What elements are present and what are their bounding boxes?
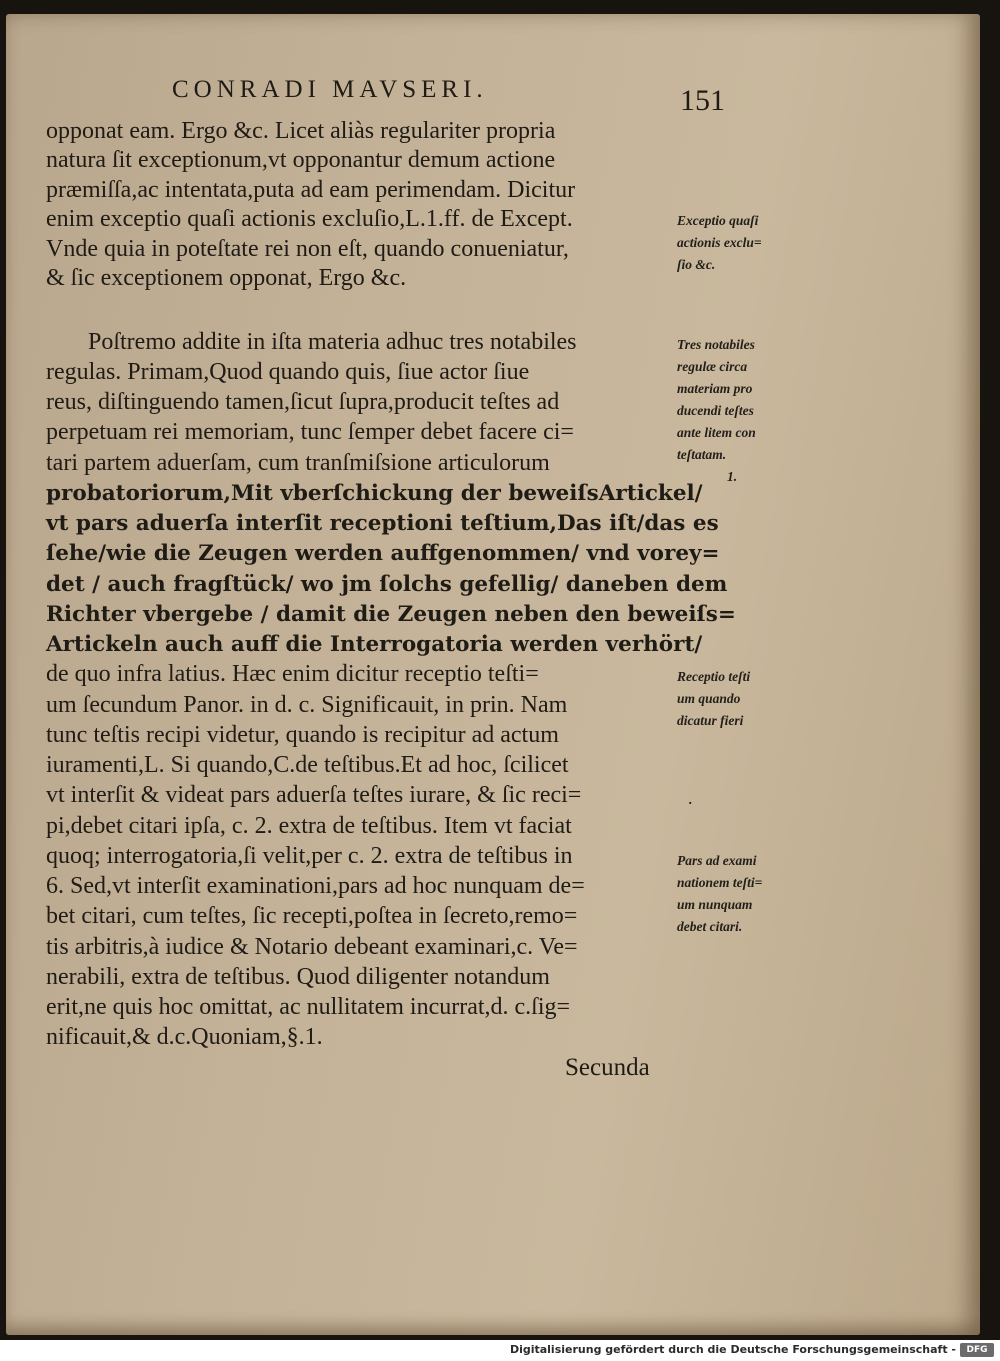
text-line: tis arbitris,à iudice & Notario debeant examinari,c. Ve= bbox=[46, 934, 578, 960]
text-line: probatoriorum,Mit vberſchickung der beweiſsArtickel/ bbox=[46, 481, 703, 506]
footer-bar bbox=[0, 1340, 1000, 1361]
marginal-note-line: Receptio teſti bbox=[677, 669, 751, 684]
marginal-note-line: regulæ circa bbox=[677, 359, 748, 374]
text-line: enim exceptio quaſi actionis excluſio,L.1.ff. de Except. bbox=[46, 206, 573, 232]
text-line: Poſtremo addite in iſta materia adhuc tres notabiles bbox=[88, 329, 577, 355]
marginal-note-line: debet citari. bbox=[677, 919, 743, 934]
text-line: bet citari, cum teſtes, ſic recepti,poſtea in ſecreto,remo= bbox=[46, 903, 578, 929]
text-line: ſehe/wie die Zeugen werden auffgenommen/ vnd vorey= bbox=[46, 541, 720, 566]
marginal-note-line: Pars ad exami bbox=[677, 853, 757, 868]
dfg-logo: DFG bbox=[960, 1343, 994, 1357]
text-line: regulas. Primam,Quod quando quis, ſiue actor ſiue bbox=[46, 359, 530, 385]
text-line: nerabili, extra de teſtibus. Quod diligenter notandum bbox=[46, 964, 550, 990]
running-head-title: CONRADI MAVSERI. bbox=[172, 76, 488, 103]
marginal-note bbox=[677, 850, 827, 938]
text-line: tunc teſtis recipi videtur, quando is recipitur ad actum bbox=[46, 722, 559, 748]
page-number: 151 bbox=[680, 84, 725, 117]
text-line: perpetuam rei memoriam, tunc ſemper debet facere ci= bbox=[46, 419, 574, 445]
marginal-note-line: teſtatam. bbox=[677, 447, 727, 462]
marginal-note-line: Tres notabiles bbox=[677, 337, 755, 352]
text-line: quoq; interrogatoria,ſi velit,per c. 2. extra de teſtibus in bbox=[46, 843, 573, 869]
text-line: reus, diſtinguendo tamen,ſicut ſupra,producit teſtes ad bbox=[46, 389, 560, 415]
text-line: natura ſit exceptionum,vt opponantur demum actione bbox=[46, 147, 556, 173]
text-line: iuramenti,L. Si quando,C.de teſtibus.Et ad hoc, ſcilicet bbox=[46, 752, 569, 778]
text-line: 6. Sed,vt interſit examinationi,pars ad hoc nunquam de= bbox=[46, 873, 585, 899]
marginal-note-line: actionis exclu= bbox=[677, 235, 762, 250]
marginal-note-line: nationem teſti= bbox=[677, 875, 763, 890]
text-line: erit,ne quis hoc omittat, ac nullitatem incurrat,d. c.ſig= bbox=[46, 994, 571, 1020]
marginal-note-line: ſio &c. bbox=[677, 257, 716, 272]
marginal-note bbox=[677, 334, 827, 488]
text-line: præmiſſa,ac intentata,puta ad eam perimendam. Dicitur bbox=[46, 177, 576, 203]
text-line: pi,debet citari ipſa, c. 2. extra de teſtibus. Item vt faciat bbox=[46, 813, 572, 839]
text-line: tari partem aduerſam, cum tranſmiſsione articulorum bbox=[46, 450, 550, 476]
marginal-note bbox=[677, 210, 827, 276]
funding-credit: Digitalisierung gefördert durch die Deutsche Forschungsgemeinschaft - bbox=[509, 1343, 956, 1356]
text-line: Vnde quia in poteſtate rei non eſt, quando conueniatur, bbox=[46, 236, 569, 262]
marginal-note bbox=[677, 666, 827, 732]
text-line: Artickeln auch auff die Interrogatoria werden verhört/ bbox=[46, 632, 703, 657]
text-line: det / auch fragſtück/ wo jm ſolchs gefellig/ daneben dem bbox=[46, 572, 728, 597]
marginal-note-line: um nunquam bbox=[677, 897, 753, 912]
marginal-note-line: ante litem con bbox=[677, 425, 756, 440]
text-line: vt interſit & videat pars aduerſa teſtes iurare, & ſic reci= bbox=[46, 782, 582, 808]
margin-mark: . bbox=[688, 788, 693, 808]
text-line: & ſic exceptionem opponat, Ergo &c. bbox=[46, 265, 407, 291]
catchword: Secunda bbox=[565, 1054, 650, 1081]
marginal-note-line: ducendi teſtes bbox=[677, 403, 754, 418]
text-line: Richter vbergebe / damit die Zeugen neben den beweiſs= bbox=[46, 602, 736, 627]
marginal-note-line: Exceptio quaſi bbox=[677, 213, 759, 228]
marginal-note-line: materiam pro bbox=[677, 381, 753, 396]
marginal-note-line: um quando bbox=[677, 691, 741, 706]
marginal-note-line: 1. bbox=[727, 469, 738, 484]
text-line: de quo infra latius. Hæc enim dicitur receptio teſti= bbox=[46, 661, 539, 687]
text-line: um ſecundum Panor. in d. c. Significauit, in prin. Nam bbox=[46, 692, 568, 718]
text-line: nificauit,& d.c.Quoniam,§.1. bbox=[46, 1024, 323, 1050]
text-line: vt pars aduerſa interſit receptioni teſtium,Das iſt/das es bbox=[46, 511, 719, 536]
text-line: opponat eam. Ergo &c. Licet aliàs regulariter propria bbox=[46, 118, 556, 144]
marginal-note-line: dicatur fieri bbox=[677, 713, 744, 728]
